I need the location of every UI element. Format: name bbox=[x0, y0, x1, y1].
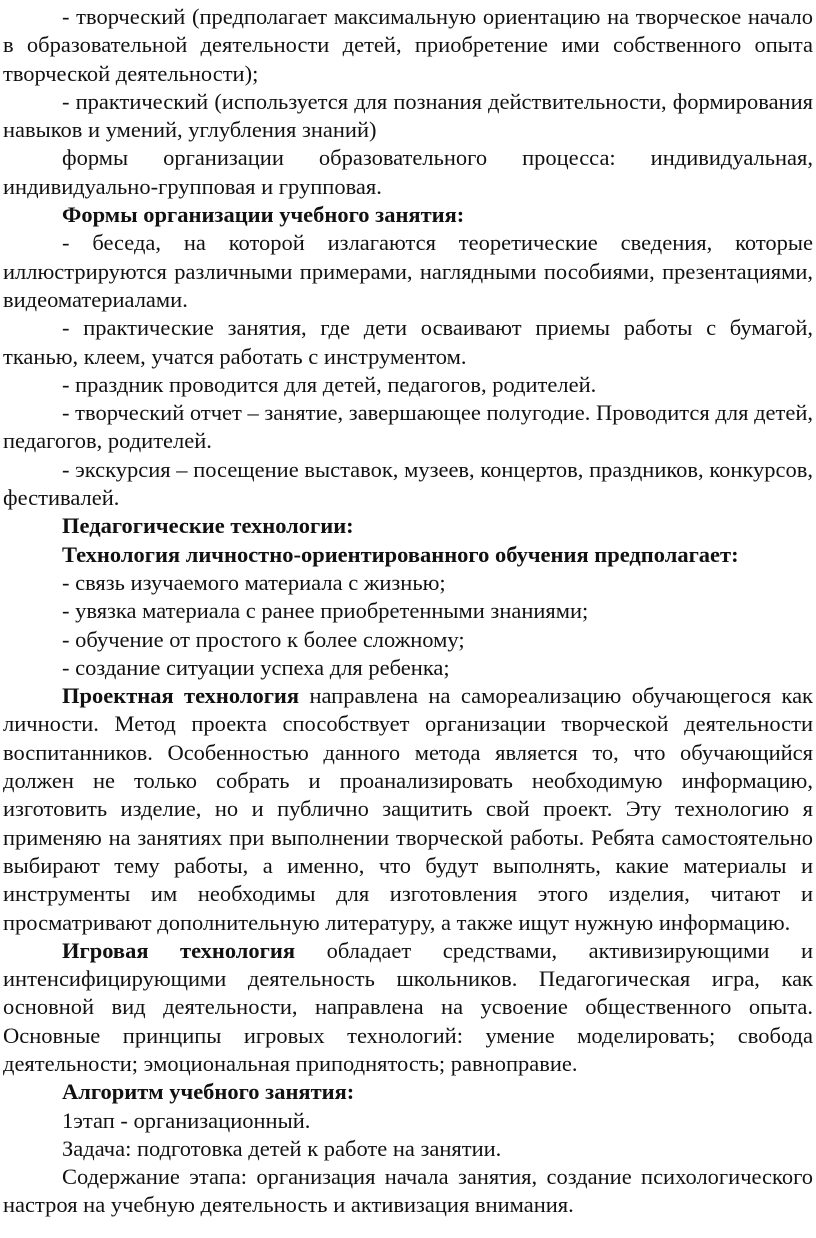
list-item-practical-lessons: - практические занятия, где дети осваивают приемы работы с бумагой, тканью, клеем, учатся работать с инструментом. bbox=[3, 315, 813, 369]
term-project-technology: Проектная технология bbox=[62, 683, 300, 709]
paragraph-process-forms: формы организации образовательного процесса: индивидуальная, индивидуально-групповая и групповая. bbox=[3, 145, 813, 199]
paragraph-stage-task: Задача: подготовка детей к работе на занятии. bbox=[62, 1135, 502, 1161]
paragraph-project-technology: Проектная технология направлена на самореализацию обучающегося как личности. Метод проекта способствует организации творческой деятельности воспитанников. Особенностью данного метода является то, что обучающийся должен не только собрать и проанализировать необходимую информацию, изготовить изделие, но и публично защитить свой проект. Эту технологию я применяю на занятиях при выполнении творческой работы. Ребята самостоятельно выбирают тему работы, а именно, что будут выполнять, какие материалы и инструменты им необходимы для изготовления этого изделия, читают и просматривают дополнительную литературу, а также ищут нужную информацию. bbox=[3, 683, 813, 935]
list-item-prior-knowledge: - увязка материала с ранее приобретенными знаниями; bbox=[62, 598, 589, 624]
paragraph-game-technology: Игровая технология обладает средствами, активизирующими и интенсифицирующими деятельность школьников. Педагогическая игра, как основной вид деятельности, направлена на усвоение общественного опыта. Основные принципы игровых технологий: умение моделировать; свобода деятельности; эмоциональная приподнятость; равноправие. bbox=[3, 937, 813, 1076]
list-item-creative-report: - творческий отчет – занятие, завершающее полугодие. Проводится для детей, педагогов, родителей. bbox=[3, 400, 813, 454]
list-item-holiday: - праздник проводится для детей, педагогов, родителей. bbox=[62, 371, 597, 397]
list-item-excursion: - экскурсия – посещение выставок, музеев, концертов, праздников, конкурсов, фестивалей. bbox=[3, 456, 813, 511]
heading-personality-oriented-learning: Технология личностно-ориентированного обучения предполагает: bbox=[62, 541, 739, 567]
heading-lesson-forms: Формы организации учебного занятия: bbox=[62, 202, 465, 228]
paragraph-stage-one: 1этап - организационный. bbox=[62, 1107, 311, 1133]
paragraph-stage-content: Содержание этапа: организация начала занятия, создание психологического настроя на учебную деятельность и активизация внимания. bbox=[3, 1164, 813, 1218]
heading-lesson-algorithm: Алгоритм учебного занятия: bbox=[62, 1079, 355, 1105]
list-item-life-connection: - связь изучаемого материала с жизнью; bbox=[62, 569, 446, 595]
list-item-success-situation: - создание ситуации успеха для ребенка; bbox=[62, 654, 450, 680]
heading-pedagogical-technologies: Педагогические технологии: bbox=[62, 513, 354, 539]
paragraph-creative-direction: - творческий (предполагает максимальную ориентацию на творческое начало в образовательной деятельности детей, приобретение ими собственного опыта творческой деятельности); bbox=[3, 4, 813, 86]
list-item-conversation: - беседа, на которой излагаются теоретические сведения, которые иллюстрируются различными примерами, наглядными пособиями, презентациями, видеоматериалами. bbox=[3, 230, 813, 312]
list-item-simple-to-complex: - обучение от простого к более сложному; bbox=[62, 626, 465, 652]
paragraph-practical-direction: - практический (используется для познания действительности, формирования навыков и умений, углубления знаний) bbox=[3, 88, 813, 143]
term-game-technology: Игровая технология bbox=[62, 937, 296, 963]
